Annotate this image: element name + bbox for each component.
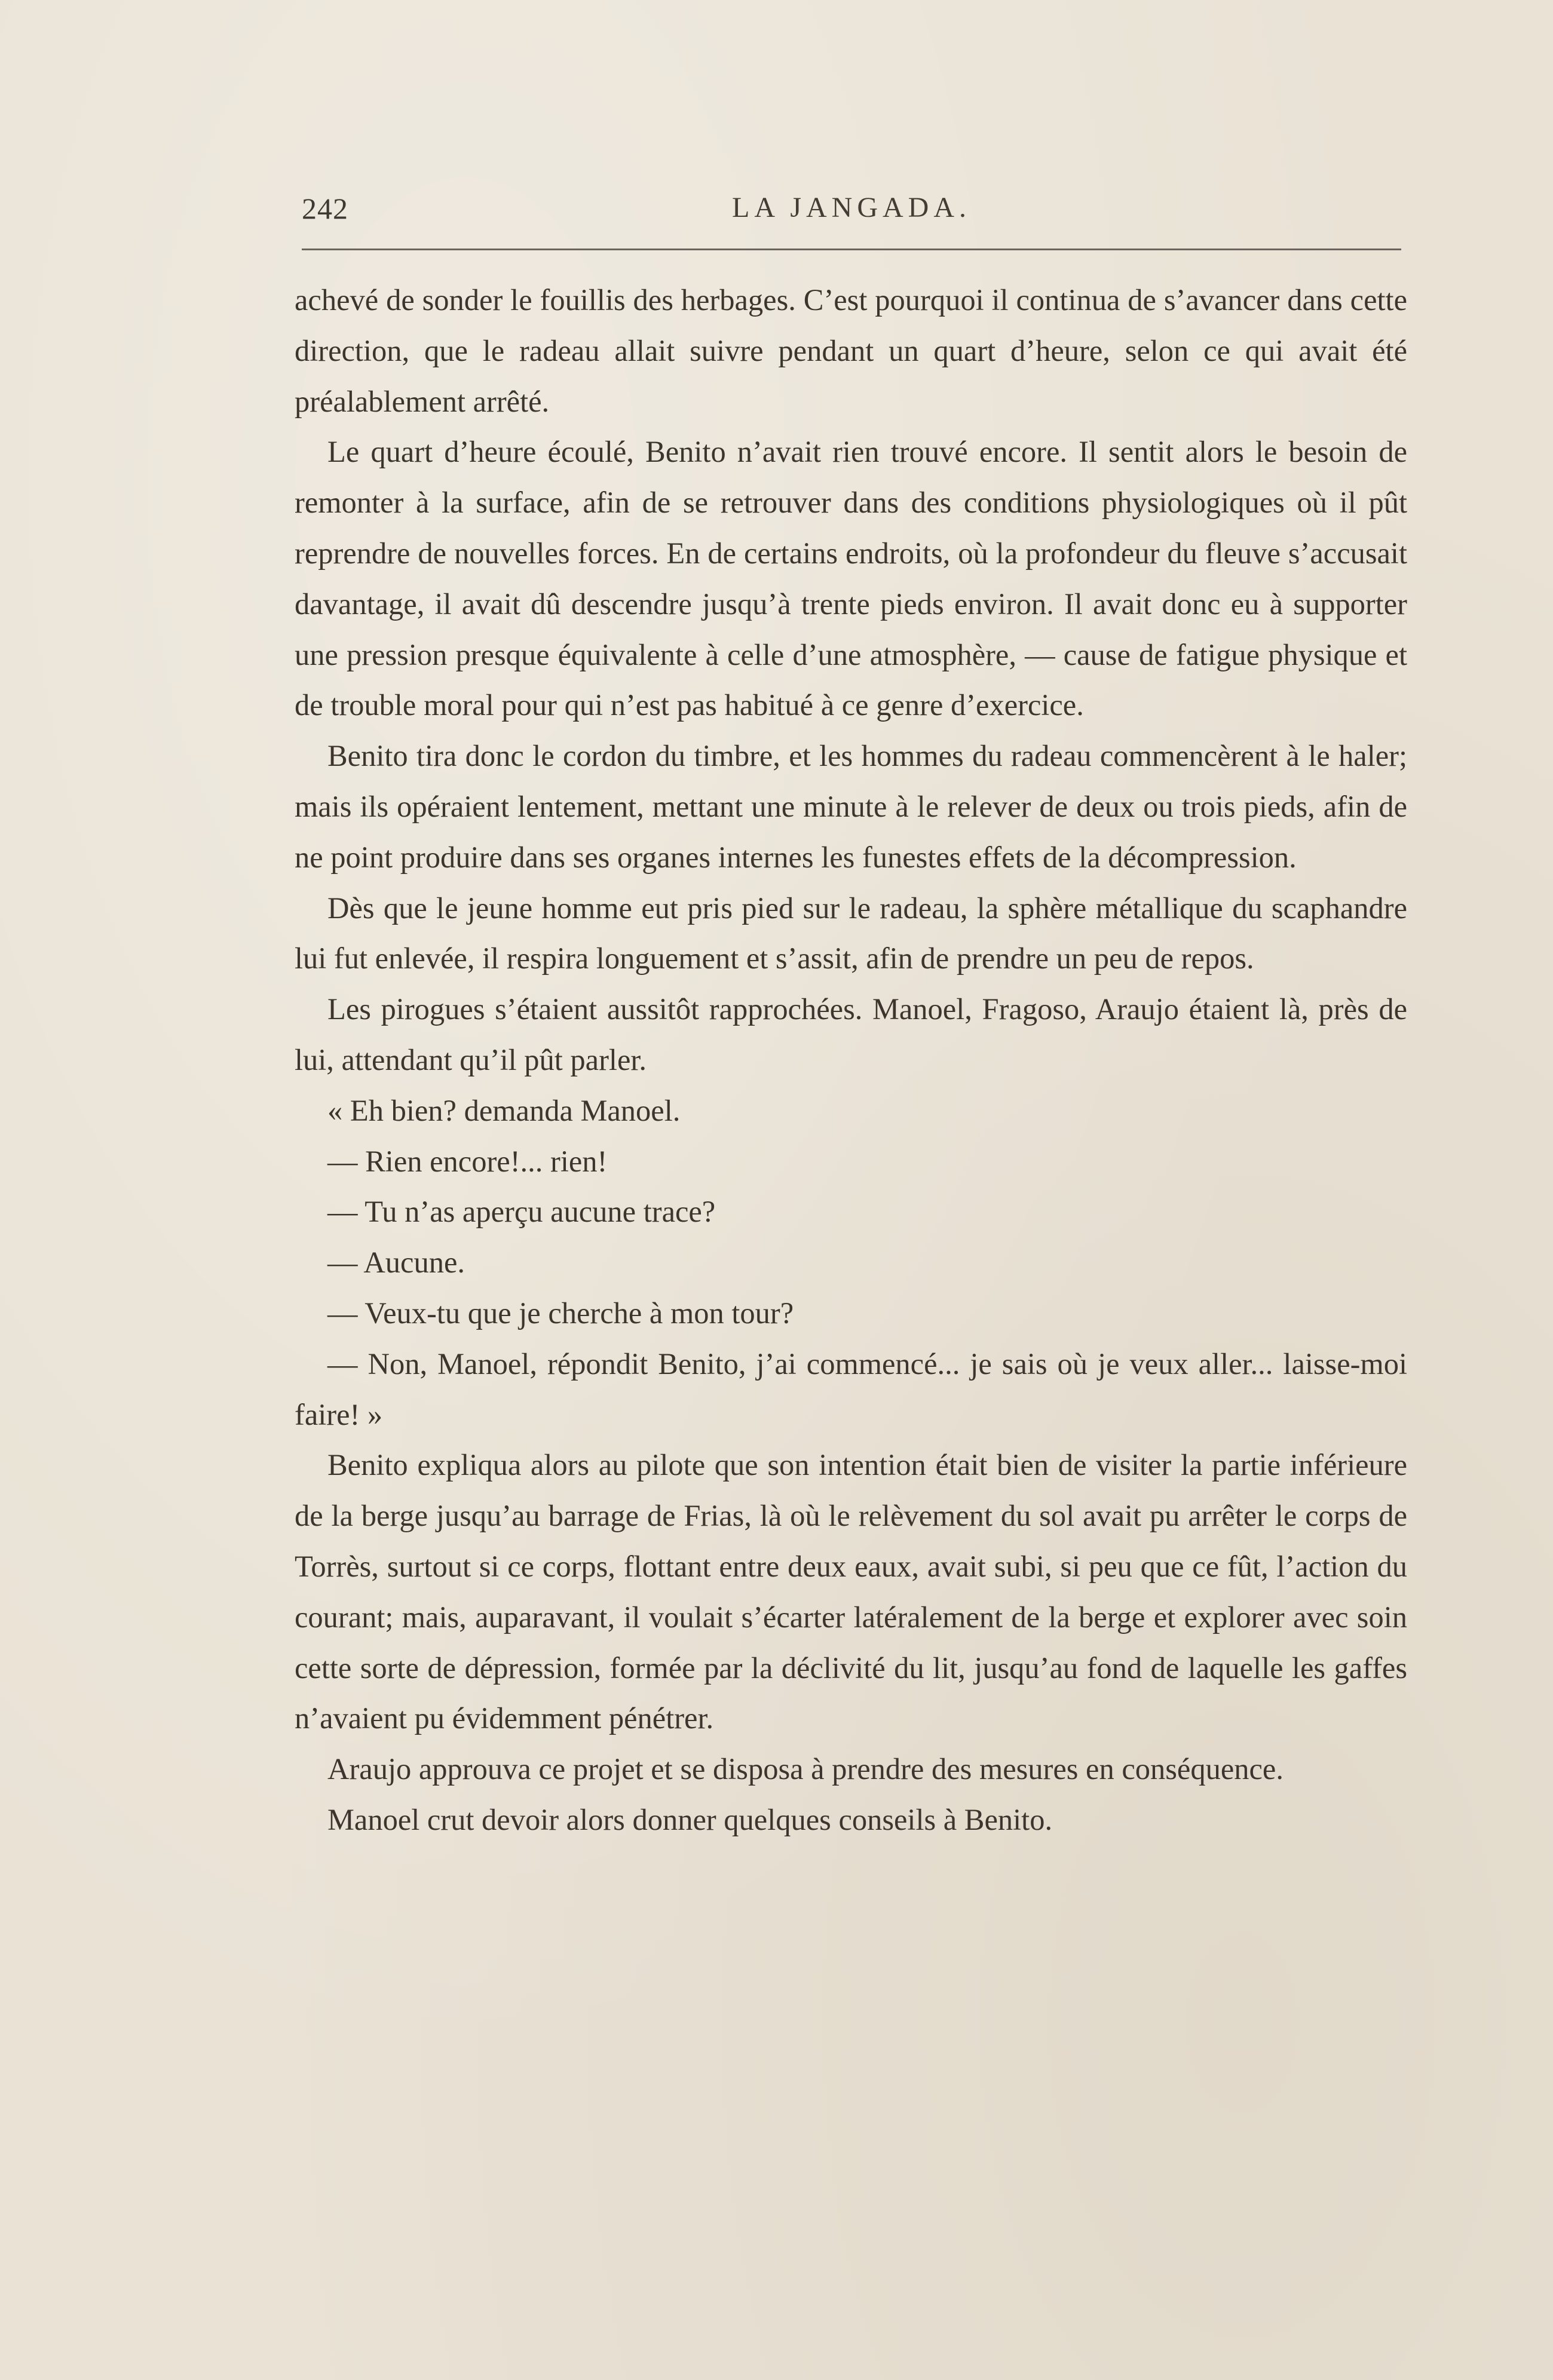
paragraph: Les pirogues s’étaient aussitôt rapprochées. Manoel, Fragoso, Araujo étaient là, près de lui, attendant qu’il pût parler. (295, 992, 1407, 1076)
dialogue-line: — Veux-tu que je cherche à mon tour? (327, 1296, 794, 1330)
paragraph: Araujo approuva ce projet et se disposa à prendre des mesures en conséquence. (327, 1752, 1284, 1786)
paragraph: achevé de sonder le fouillis des herbages. C’est pourquoi il continua de s’avancer dans cette direction, que le radeau allait suivre pendant un quart d’heure, selon ce qui avait été préalablement arrêté. (295, 283, 1407, 418)
dialogue-line: « Eh bien? demanda Manoel. (327, 1093, 681, 1127)
page-header (302, 191, 1401, 239)
paragraph: Le quart d’heure écoulé, Benito n’avait rien trouvé encore. Il sentit alors le besoin de remonter à la surface, afin de se retrouver dans des conditions physiologiques où il pût reprendre de nouvelles forces. En de certains endroits, où la profondeur du fleuve s’accusait davantage, il avait dû descendre jusqu’à trente pieds environ. Il avait donc eu à supporter une pression presque équivalente à celle d’une atmosphère, — cause de fatigue physique et de trouble moral pour qui n’est pas habitué à ce genre d’exercice. (295, 435, 1407, 722)
running-title: LA JANGADA. (732, 192, 971, 223)
paragraph: Manoel crut devoir alors donner quelques conseils à Benito. (327, 1802, 1053, 1836)
body-text (295, 275, 1407, 1845)
dialogue-line: — Aucune. (327, 1246, 465, 1280)
paragraph: Dès que le jeune homme eut pris pied sur le radeau, la sphère métallique du scaphandre lui fut enlevée, il respira longuement et s’assit, afin de prendre un peu de repos. (295, 891, 1407, 976)
dialogue-line: — Non, Manoel, répondit Benito, j’ai commencé... je sais où je veux aller... laisse-moi faire! » (295, 1347, 1407, 1431)
paragraph: Benito expliqua alors au pilote que son intention était bien de visiter la partie inférieure de la berge jusqu’au barrage de Frias, là où le relèvement du sol avait pu arrêter le corps de Torrès, surtout si ce corps, flottant entre deux eaux, avait subi, si peu que ce fût, l’action du courant; mais, auparavant, il voulait s’écarter latéralement de la berge et explorer avec soin cette sorte de dépression, formée par la déclivité du lit, jusqu’au fond de laquelle les gaffes n’avaient pu évidemment pénétrer. (295, 1448, 1407, 1735)
dialogue-line: — Tu n’as aperçu aucune trace? (327, 1195, 716, 1229)
header-rule (302, 249, 1401, 250)
page-number: 242 (302, 192, 348, 225)
paragraph: Benito tira donc le cordon du timbre, et les hommes du radeau commencèrent à le haler; mais ils opéraient lentement, mettant une minute à le relever de deux ou trois pieds, afin de ne point produire dans ses organes internes les funestes effets de la décompression. (295, 739, 1407, 874)
dialogue-line: — Rien encore!... rien! (327, 1144, 608, 1178)
